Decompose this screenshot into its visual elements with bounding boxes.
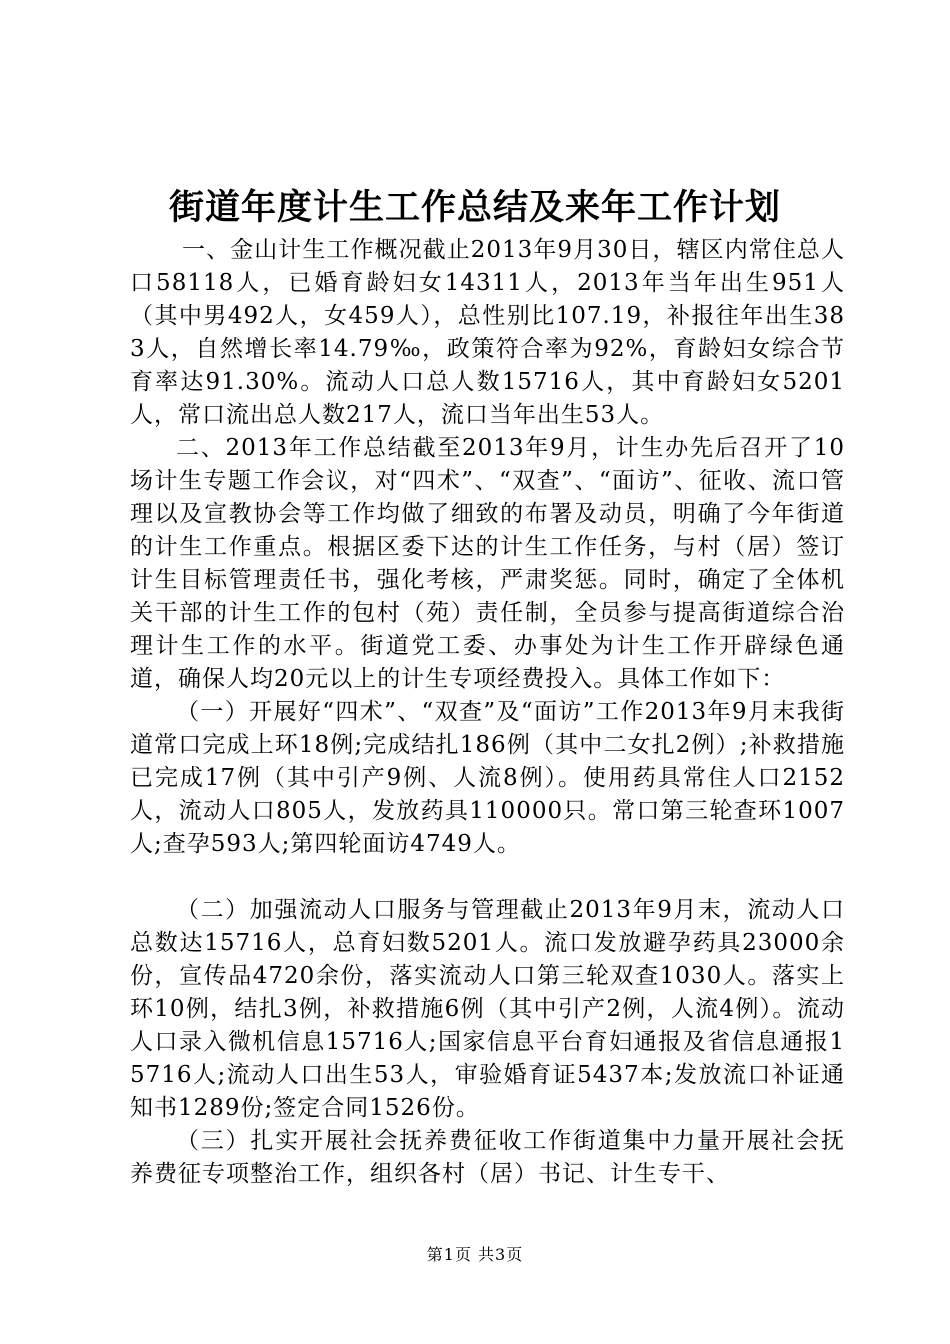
paragraph-section-1: （一）开展好“四术”、“双查”及“面访”工作2013年9月末我街道常口完成上环18例;完成结扎186例（其中二女扎2例）;补救措施已完成17例（其中引产9例、人流8例）。使用药具常住人口2152人，流动人口805人，发放药具110000只。常口第三轮查环1007人;查孕593人;第四轮面访4749人。: [130, 699, 845, 857]
document-title: 街道年度计生工作总结及来年工作计划: [168, 187, 781, 228]
page-footer: 第1页 共3页: [426, 1245, 524, 1264]
document-body: [130, 234, 845, 1191]
paragraph-section-3: （三）扎实开展社会抚养费征收工作街道集中力量开展社会抚养费征专项整治工作，组织各村（居）书记、计生专干、: [130, 1128, 845, 1187]
paragraph-summary: 二、2013年工作总结截至2013年9月，计生办先后召开了10场计生专题工作会议，对“四术”、“双查”、“面访”、征收、流口管理以及宣教协会等工作均做了细致的布署及动员，明确了今年街道的计生工作重点。根据区委下达的计生工作任务，与村（居）签订计生目标管理责任书，强化考核，严肃奖惩。同时，确定了全体机关干部的计生工作的包村（苑）责任制，全员参与提高街道综合治理计生工作的水平。街道党工委、办事处为计生工作开辟绿色通道，确保人均20元以上的计生专项经费投入。具体工作如下：: [130, 435, 845, 692]
paragraph-section-2: （二）加强流动人口服务与管理截止2013年9月末，流动人口总数达15716人，总育妇数5201人。流口发放避孕药具23000余份，宣传品4720余份，落实流动人口第三轮双查1030人。落实上环10例，结扎3例，补救措施6例（其中引产2例，人流4例）。流动人口录入微机信息15716人;国家信息平台育妇通报及省信息通报15716人;流动人口出生53人，审验婚育证5437本;发放流口补证通知书1289份;签定合同1526份。: [130, 897, 845, 1121]
paragraph-overview: 一、金山计生工作概况截止2013年9月30日，辖区内常住总人口58118人，已婚育龄妇女14311人，2013年当年出生951人（其中男492人，女459人），总性别比107.19，补报往年出生383人，自然增长率14.79‰，政策符合率为92%，育龄妇女综合节育率达91.30%。流动人口总人数15716人，其中育龄妇女5201人，常口流出总人数217人，流口当年出生53人。: [130, 237, 845, 428]
